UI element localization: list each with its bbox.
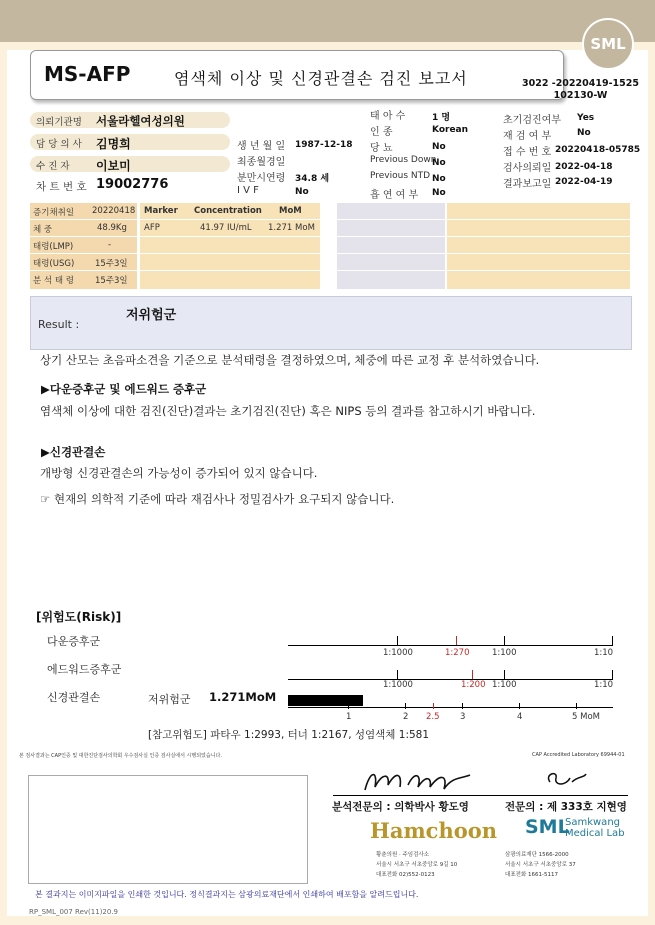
smoke-label: 흡 연 여 부 xyxy=(370,190,419,201)
sample-date-label: 증기채취일 xyxy=(33,208,75,218)
prevdown-value: No xyxy=(432,158,446,168)
ga-usg-label: 태령(USG) xyxy=(33,259,75,269)
left-address-2: 서울시 서초구 서초중앙로 9길 10 xyxy=(376,862,458,868)
edwards-tick xyxy=(612,670,613,679)
ntd-tick-label: 5 MoM xyxy=(572,712,600,722)
ga-lmp-label: 태령(LMP) xyxy=(33,242,74,252)
ntd-tick-label: 3 xyxy=(460,712,466,722)
analysis-note: 상기 산모는 초음파소견을 기준으로 분석태령을 결정하였으며, 체중에 따른 교정 후 분석하였습니다. xyxy=(40,353,540,367)
down-tick-label: 1:100 xyxy=(492,648,517,658)
right-specialist: 전문의 : 제 333호 지현영 xyxy=(505,801,627,813)
report-number-1: 3022 -20220419-1525 xyxy=(522,78,639,89)
prevdown-label: Previous Down xyxy=(370,155,437,165)
grid-divider xyxy=(30,270,630,271)
ivf-label: I V F xyxy=(237,185,259,196)
ntd-tick-cutoff xyxy=(433,703,434,709)
hospital-label: 의뢰기관명 xyxy=(36,117,82,128)
followup-note: ☞ 현재의 의학적 기준에 따라 재검사나 정밀검사가 요구되지 않습니다. xyxy=(40,492,395,506)
race-label: 인 종 xyxy=(370,127,393,138)
rep-label: 결과보고일 xyxy=(503,179,552,190)
receipt-value: 20220418-05785 xyxy=(555,145,641,155)
smoke-value: No xyxy=(432,188,446,198)
edwards-tick xyxy=(397,670,398,679)
down-scale-line xyxy=(288,645,613,646)
ntd-label: 신경관결손 xyxy=(47,691,101,704)
right-address-1: 삼광의료재단 1566-2000 xyxy=(505,852,569,858)
sample-date-value: 20220418 xyxy=(92,206,136,216)
retest-value: No xyxy=(577,128,591,138)
samkwang-name xyxy=(565,817,625,839)
lmp-label: 최종월경일 xyxy=(237,157,286,168)
marker-name: AFP xyxy=(144,223,160,233)
comment-box xyxy=(28,775,308,884)
sml-logo: SML xyxy=(582,18,634,70)
req-value: 2022-04-18 xyxy=(555,162,613,172)
grid-divider xyxy=(30,236,630,237)
diabetes-value: No xyxy=(432,142,446,152)
edwards-tick-label: 1:100 xyxy=(492,680,517,690)
edwards-scale-line xyxy=(288,679,613,680)
ntd-mom-bar xyxy=(288,695,363,706)
diabetes-label: 당 뇨 xyxy=(370,143,393,154)
right-address-3: 대표전화 1661-5117 xyxy=(505,872,558,878)
edwards-label: 에드워드증후군 xyxy=(47,663,122,676)
ntd-tick xyxy=(576,703,577,709)
samkwang-name-1: Samkwang xyxy=(565,817,620,828)
hospital-value: 서울라헬여성의원 xyxy=(96,114,185,128)
signature-ji xyxy=(540,768,590,790)
ntd-tick xyxy=(405,703,406,709)
ntd-tick xyxy=(519,703,520,709)
dob-label: 생 년 월 일 xyxy=(237,141,286,152)
chart-value: 19002776 xyxy=(96,177,169,192)
down-tick-label-cutoff: 1:270 xyxy=(445,648,470,658)
edwards-tick-cutoff xyxy=(472,670,473,679)
ntd-tick-label-cutoff: 2.5 xyxy=(426,712,440,722)
fetus-label: 태 아 수 xyxy=(370,111,406,122)
ntd-tick xyxy=(462,703,463,709)
reference-risk: [참고위험도] 파타우 1:2993, 터너 1:2167, 성염색체 1:581 xyxy=(148,729,430,741)
ntd-tick-label: 2 xyxy=(403,712,409,722)
signature-line-left xyxy=(333,795,501,796)
ntd-risk-result: 저위험군 xyxy=(148,693,191,706)
left-address-1: 황춘의원 · 주임검사소 xyxy=(376,852,430,858)
left-address-3: 대표전화 02)552-0123 xyxy=(376,872,435,878)
result-box xyxy=(30,296,632,350)
marker-concentration: 41.97 IU/mL xyxy=(200,223,252,233)
marker-mom: 1.271 MoM xyxy=(268,223,315,233)
first-label: 초기검진여부 xyxy=(503,115,561,126)
grid-divider xyxy=(30,253,630,254)
right-address-2: 서울시 서초구 서초중앙로 37 xyxy=(505,862,576,868)
rep-value: 2022-04-19 xyxy=(555,177,613,187)
cert-note: 본 검사결과는 CAP인증 및 대한진단검사의학회 우수검사실 인증 검사실에서 시행되었습니다. xyxy=(19,753,222,759)
ntd-scale-line xyxy=(288,707,613,708)
receipt-label: 접 수 번 호 xyxy=(503,147,552,158)
edwards-tick xyxy=(504,670,505,679)
edwards-tick-label-cutoff: 1:200 xyxy=(461,680,486,690)
edwards-tick-label: 1:1000 xyxy=(383,680,413,690)
top-band xyxy=(0,0,655,42)
report-title: 염색체 이상 및 신경관결손 검진 보고서 xyxy=(174,69,468,88)
sml-logo-bottom: SML xyxy=(525,816,570,838)
retest-label: 재 검 여 부 xyxy=(503,131,552,142)
down-tick xyxy=(612,636,613,645)
signature-line-right xyxy=(500,795,628,796)
ntd-mom-value: 1.271MoM xyxy=(209,690,277,704)
report-number xyxy=(522,78,639,102)
edwards-tick-label: 1:10 xyxy=(594,680,614,690)
print-notice: 본 결과지는 이미지파일을 인쇄한 것입니다. 정식결과지는 삼광의료재단에서 인쇄하여 배포함을 알려드립니다. xyxy=(35,890,419,899)
doctor-label: 담 당 의 사 xyxy=(36,139,82,150)
result-value: 저위험군 xyxy=(126,308,177,323)
weight-label: 체 중 xyxy=(33,225,53,235)
result-label: Result : xyxy=(38,318,80,331)
patient-label: 수 진 자 xyxy=(36,161,70,172)
down-label: 다운증후군 xyxy=(47,635,101,648)
ga-analysis-value: 15주3일 xyxy=(95,276,128,286)
down-tick-label: 1:1000 xyxy=(383,648,413,658)
down-tick-cutoff xyxy=(456,636,457,645)
col-marker: Marker xyxy=(144,206,178,216)
first-value: Yes xyxy=(577,113,595,123)
ntd-tick-label: 4 xyxy=(517,712,523,722)
ga-analysis-label: 분 석 태 령 xyxy=(33,276,74,286)
patient-value: 이보미 xyxy=(96,159,131,173)
test-code: MS-AFP xyxy=(44,62,131,86)
col-concentration: Concentration xyxy=(194,206,262,216)
down-tick-label: 1:10 xyxy=(594,648,614,658)
form-version: RP_SML_007 Rev(11)20.9 xyxy=(29,908,119,916)
ga-usg-value: 15주3일 xyxy=(95,259,128,269)
ntd-tick xyxy=(348,703,349,709)
risk-title: [위험도(Risk)] xyxy=(36,610,122,624)
prevntd-label: Previous NTD xyxy=(370,171,431,181)
down-tick xyxy=(397,636,398,645)
req-label: 검사의뢰일 xyxy=(503,163,552,174)
age-label: 분만시연령 xyxy=(237,173,286,184)
ntd-tick-label: 1 xyxy=(346,712,352,722)
col-mom: MoM xyxy=(279,206,302,216)
left-specialist: 분석전문의 : 의학박사 황도영 xyxy=(332,801,469,813)
signature-hwang xyxy=(360,765,480,795)
report-number-2: 102130-W xyxy=(553,90,608,101)
ga-lmp-value: - xyxy=(108,240,112,250)
prevntd-value: No xyxy=(432,174,446,184)
down-tick xyxy=(504,636,505,645)
down-edwards-note: 염색체 이상에 대한 검진(진단)결과는 초기검진(진단) 혹은 NIPS 등의 결과를 참고하시기 바랍니다. xyxy=(40,404,536,418)
grid-divider xyxy=(30,219,630,220)
cap-note: CAP Accredited Laboratory 69944-01 xyxy=(532,752,625,758)
dob-value: 1987-12-18 xyxy=(295,140,353,150)
ntd-note: 개방형 신경관결손의 가능성이 증가되어 있지 않습니다. xyxy=(40,466,318,480)
down-edwards-heading: ▶다운증후군 및 에드워드 증후군 xyxy=(41,382,207,396)
fetus-value: 1 명 xyxy=(432,113,451,123)
ntd-heading: ▶신경관결손 xyxy=(41,445,106,459)
chart-label: 차 트 번 호 xyxy=(36,181,87,193)
ivf-value: No xyxy=(295,187,309,197)
weight-value: 48.9Kg xyxy=(97,223,127,233)
doctor-value: 김명희 xyxy=(96,137,131,151)
age-value: 34.8 세 xyxy=(295,174,330,184)
samkwang-name-2: Medical Lab xyxy=(565,828,625,839)
race-value: Korean xyxy=(432,125,469,135)
hamchoon-logo: Hamchoon xyxy=(370,818,498,843)
